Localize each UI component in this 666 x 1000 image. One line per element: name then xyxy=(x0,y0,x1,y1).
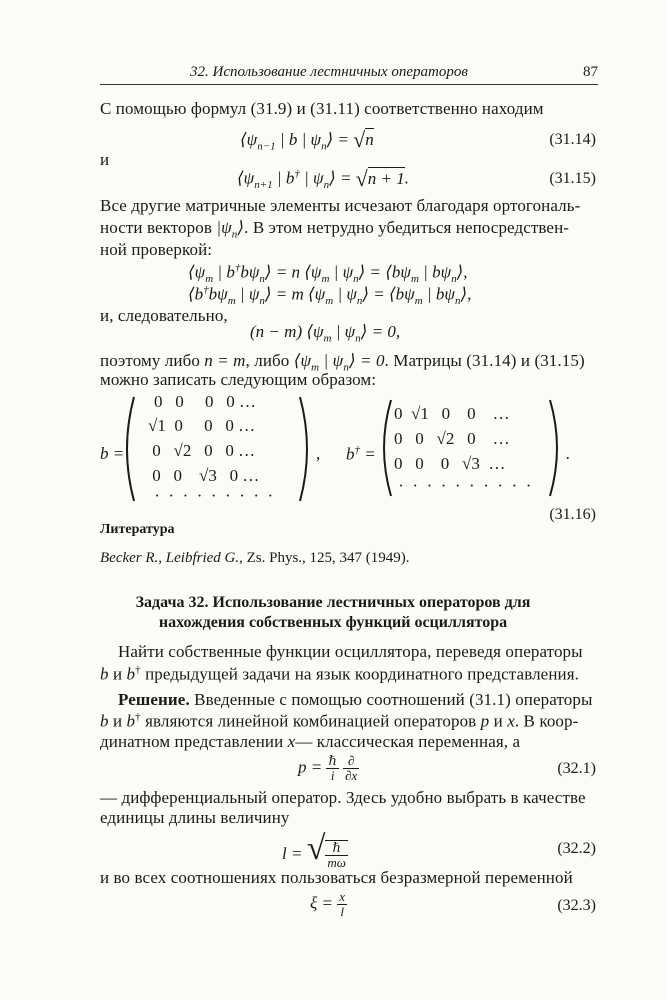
paragraph-line: Все другие матричные элементы исчезают благодаря ортогональ- xyxy=(100,196,581,215)
equation-number-31-14: (31.14) xyxy=(549,131,596,148)
reference-entry: Becker R., Leibfried G., Zs. Phys., 125, 347 (1949). xyxy=(100,550,410,566)
equation-31-14: $⟨\psi_{n-1}$ | b | $\psi_n⟩ = √n$ xyxy=(240,127,374,153)
matrix-b-dagger-right-paren xyxy=(546,398,566,498)
page-number: 87 xyxy=(583,64,598,80)
solution-text: динатном представлении x— классическая переменная, а xyxy=(100,732,521,751)
equation-orthogonality-result: (n − m) $⟨\psi_m$ | $\psi_n⟩ = 0$, xyxy=(250,322,401,345)
matrix-b-dagger-row: · · · · · · · · · · xyxy=(394,476,532,495)
equation-orthogonality-1: $⟨\psi_m$ | $b^\dagger b\psi_n⟩ = n$ $⟨\psi_m$ | $\psi_n⟩$ = $⟨b\psi_m$ | $b\psi_n⟩$, xyxy=(188,262,468,286)
matrix-b-row: 0 √2 0 0 … xyxy=(148,441,256,460)
matrix-b-row: · · · · · · · · · xyxy=(150,486,274,505)
paragraph-line: можно записать следующим образом: xyxy=(100,370,377,389)
paragraph-line: — дифференциальный оператор. Здесь удобно выбрать в качестве xyxy=(100,788,586,807)
consequently-text: и, следовательно, xyxy=(100,306,228,325)
matrix-b-row: 0 0 0 0 … xyxy=(154,392,256,411)
matrix-b-row: √1 0 0 0 … xyxy=(148,416,256,435)
paragraph-line: ности векторов $|\psi_n⟩$. В этом нетрудно убедиться непосредствен- xyxy=(100,218,570,241)
solution-text: Решение. Введенные с помощью соотношений (31.1) операторы xyxy=(118,690,593,709)
matrix-b-right-paren xyxy=(296,395,316,503)
and-word: и xyxy=(100,150,110,169)
equation-number-32-2: (32.2) xyxy=(557,840,596,857)
matrix-b-dagger-left-paren xyxy=(375,398,395,498)
equation-32-3: ξ = $\frac{x}{l}$ xyxy=(310,889,346,919)
paragraph-line: и во всех соотношениях пользоваться безразмерной переменной xyxy=(100,868,573,887)
equation-32-2: l = √ $\frac{\text{ℏ}}{m\omega}$ xyxy=(282,830,346,871)
intro-text: С помощью формул (31.9) и (31.11) соответственно находим xyxy=(100,99,544,118)
matrix-b-label: b = xyxy=(100,444,125,463)
paragraph-line: единицы длины величину xyxy=(100,808,290,827)
equation-number-31-16: (31.16) xyxy=(549,506,596,523)
problem-text: b и b† предыдущей задачи на язык координатного представления. xyxy=(100,664,579,684)
equation-orthogonality-2: $⟨b^\dagger b\psi_m$ | $\psi_n⟩ = m$ $⟨\psi_m$ | $\psi_n⟩$ = $⟨b\psi_m$ | $b\psi_n⟩$, xyxy=(188,284,472,308)
equation-number-32-3: (32.3) xyxy=(557,897,596,914)
running-header xyxy=(100,62,598,85)
period: . xyxy=(566,444,571,463)
problem-title-line: нахождения собственных функций осциллятора xyxy=(158,614,508,631)
running-header-title: 32. Использование лестничных операторов xyxy=(190,64,468,80)
matrix-b-dagger-row: 0 0 0 √3 … xyxy=(394,454,506,473)
matrix-b-dagger-row: 0 √1 0 0 … xyxy=(394,404,510,423)
solution-text: b и b† являются линейной комбинацией операторов p и x. В коор- xyxy=(100,711,579,731)
paragraph-line: ной проверкой: xyxy=(100,240,213,259)
matrix-b-row: 0 0 √3 0 … xyxy=(148,466,260,485)
equation-31-15: $⟨\psi_{n+1}$ | b† | $\psi_n⟩ = √n + 1$. xyxy=(237,165,409,192)
matrix-b-dagger-row: 0 0 √2 0 … xyxy=(394,429,510,448)
matrix-b-dagger-label: b† = xyxy=(346,444,376,464)
comma: , xyxy=(316,444,321,463)
equation-32-1: p = $\frac{\text{ℏ}}{i}$ $\frac{\partial}{\partial x}$ xyxy=(298,753,358,783)
equation-number-31-15: (31.15) xyxy=(549,170,596,187)
literature-heading: Литература xyxy=(100,522,175,537)
problem-text: Найти собственные функции осциллятора, переведя операторы xyxy=(118,642,583,661)
equation-number-32-1: (32.1) xyxy=(557,760,596,777)
problem-title-line: Задача 32. Использование лестничных операторов для xyxy=(135,594,531,611)
paragraph-line: поэтому либо n = m, либо $⟨\psi_m$ | $\psi_n⟩ = 0$. Матрицы (31.14) и (31.15) xyxy=(100,351,585,374)
matrix-b-left-paren xyxy=(118,395,138,503)
